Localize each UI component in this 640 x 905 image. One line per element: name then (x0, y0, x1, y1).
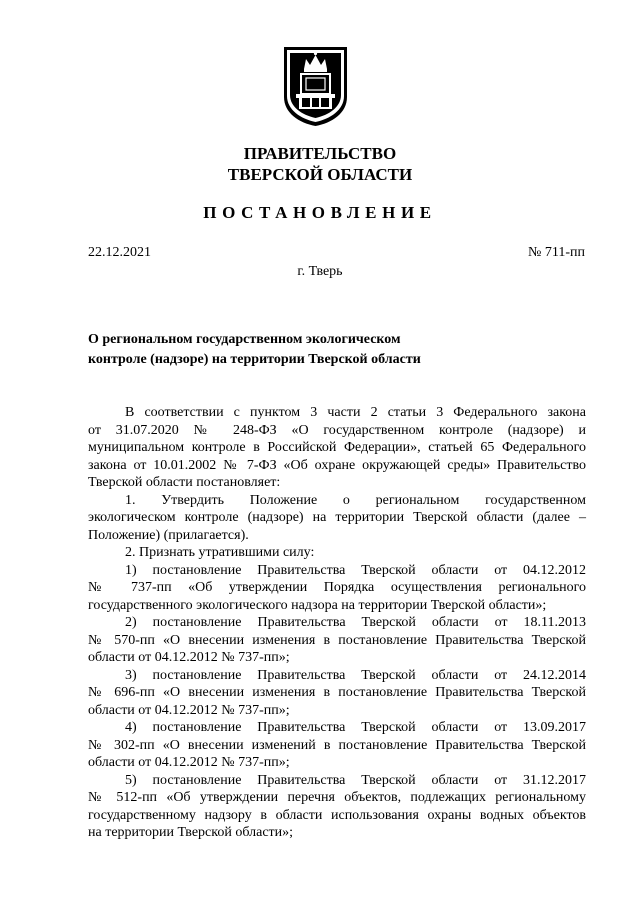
document-body (88, 404, 586, 842)
document-number: № 711-пп (528, 245, 585, 260)
body-line: № 302-пп «О внесении изменений в постановление Правительства Тверской (88, 737, 586, 753)
body-line: экологическом контроле (надзоре) на территории Тверской области (далее – (88, 510, 586, 525)
body-line: Тверской области постановляет: (88, 475, 281, 490)
document-date: 22.12.2021 (88, 245, 151, 260)
body-line: на территории Тверской области»; (88, 825, 294, 840)
body-line: государственного экологического надзора на территории Тверской области»; (88, 597, 547, 613)
body-line: области от 04.12.2012 № 737-пп»; (88, 650, 290, 665)
body-line: 5) постановление Правительства Тверской области от 31.12.2017 (125, 772, 586, 788)
document-city: г. Тверь (297, 264, 343, 279)
body-line: № 737-пп «Об утверждении Порядка осуществления регионального (88, 580, 586, 595)
government-name-line1: ПРАВИТЕЛЬСТВО (243, 144, 397, 163)
body-line: государственному надзору в области использования охраны водных объектов (88, 807, 586, 823)
body-line: закона от 10.01.2002 № 7-ФЗ «Об охране окружающей среды» Правительство (88, 457, 586, 473)
tver-coat-of-arms-emblem (280, 43, 351, 127)
body-line: 2) постановление Правительства Тверской области от 18.11.2013 (125, 615, 586, 630)
body-line: области от 04.12.2012 № 737-пп»; (88, 755, 290, 770)
document-type-title: ПОСТАНОВЛЕНИЕ (203, 203, 437, 222)
body-line: № 512-пп «Об утверждении перечня объектов, подлежащих региональному (88, 790, 586, 805)
subject-line: О региональном государственном экологическом (88, 332, 401, 347)
body-line: № 570-пп «О внесении изменения в постановление Правительства Тверской (88, 632, 586, 648)
body-line: области от 04.12.2012 № 737-пп»; (88, 702, 290, 718)
body-line: Положение) (прилагается). (88, 527, 249, 543)
subject-line: контроле (надзоре) на территории Тверской области (88, 352, 421, 367)
body-line: № 696-пп «О внесении изменения в постановление Правительства Тверской (88, 685, 586, 700)
body-line: 2. Признать утратившими силу: (125, 545, 315, 560)
body-line: 4) постановление Правительства Тверской области от 13.09.2017 (125, 720, 586, 735)
body-line: 1) постановление Правительства Тверской области от 04.12.2012 (125, 562, 586, 578)
body-line: 1. Утвердить Положение о региональном государственном (125, 492, 586, 508)
body-line: В соответствии с пунктом 3 части 2 статьи 3 Федерального закона (125, 405, 586, 420)
body-line: муниципальном контроле в Российской Федерации», статьей 65 Федерального (88, 440, 586, 455)
body-line: от 31.07.2020 № 248-ФЗ «О государственном контроле (надзоре) и (88, 422, 586, 438)
body-line: 3) постановление Правительства Тверской области от 24.12.2014 (125, 667, 586, 683)
document-subject (88, 330, 508, 370)
government-name-line2: ТВЕРСКОЙ ОБЛАСТИ (227, 165, 413, 184)
